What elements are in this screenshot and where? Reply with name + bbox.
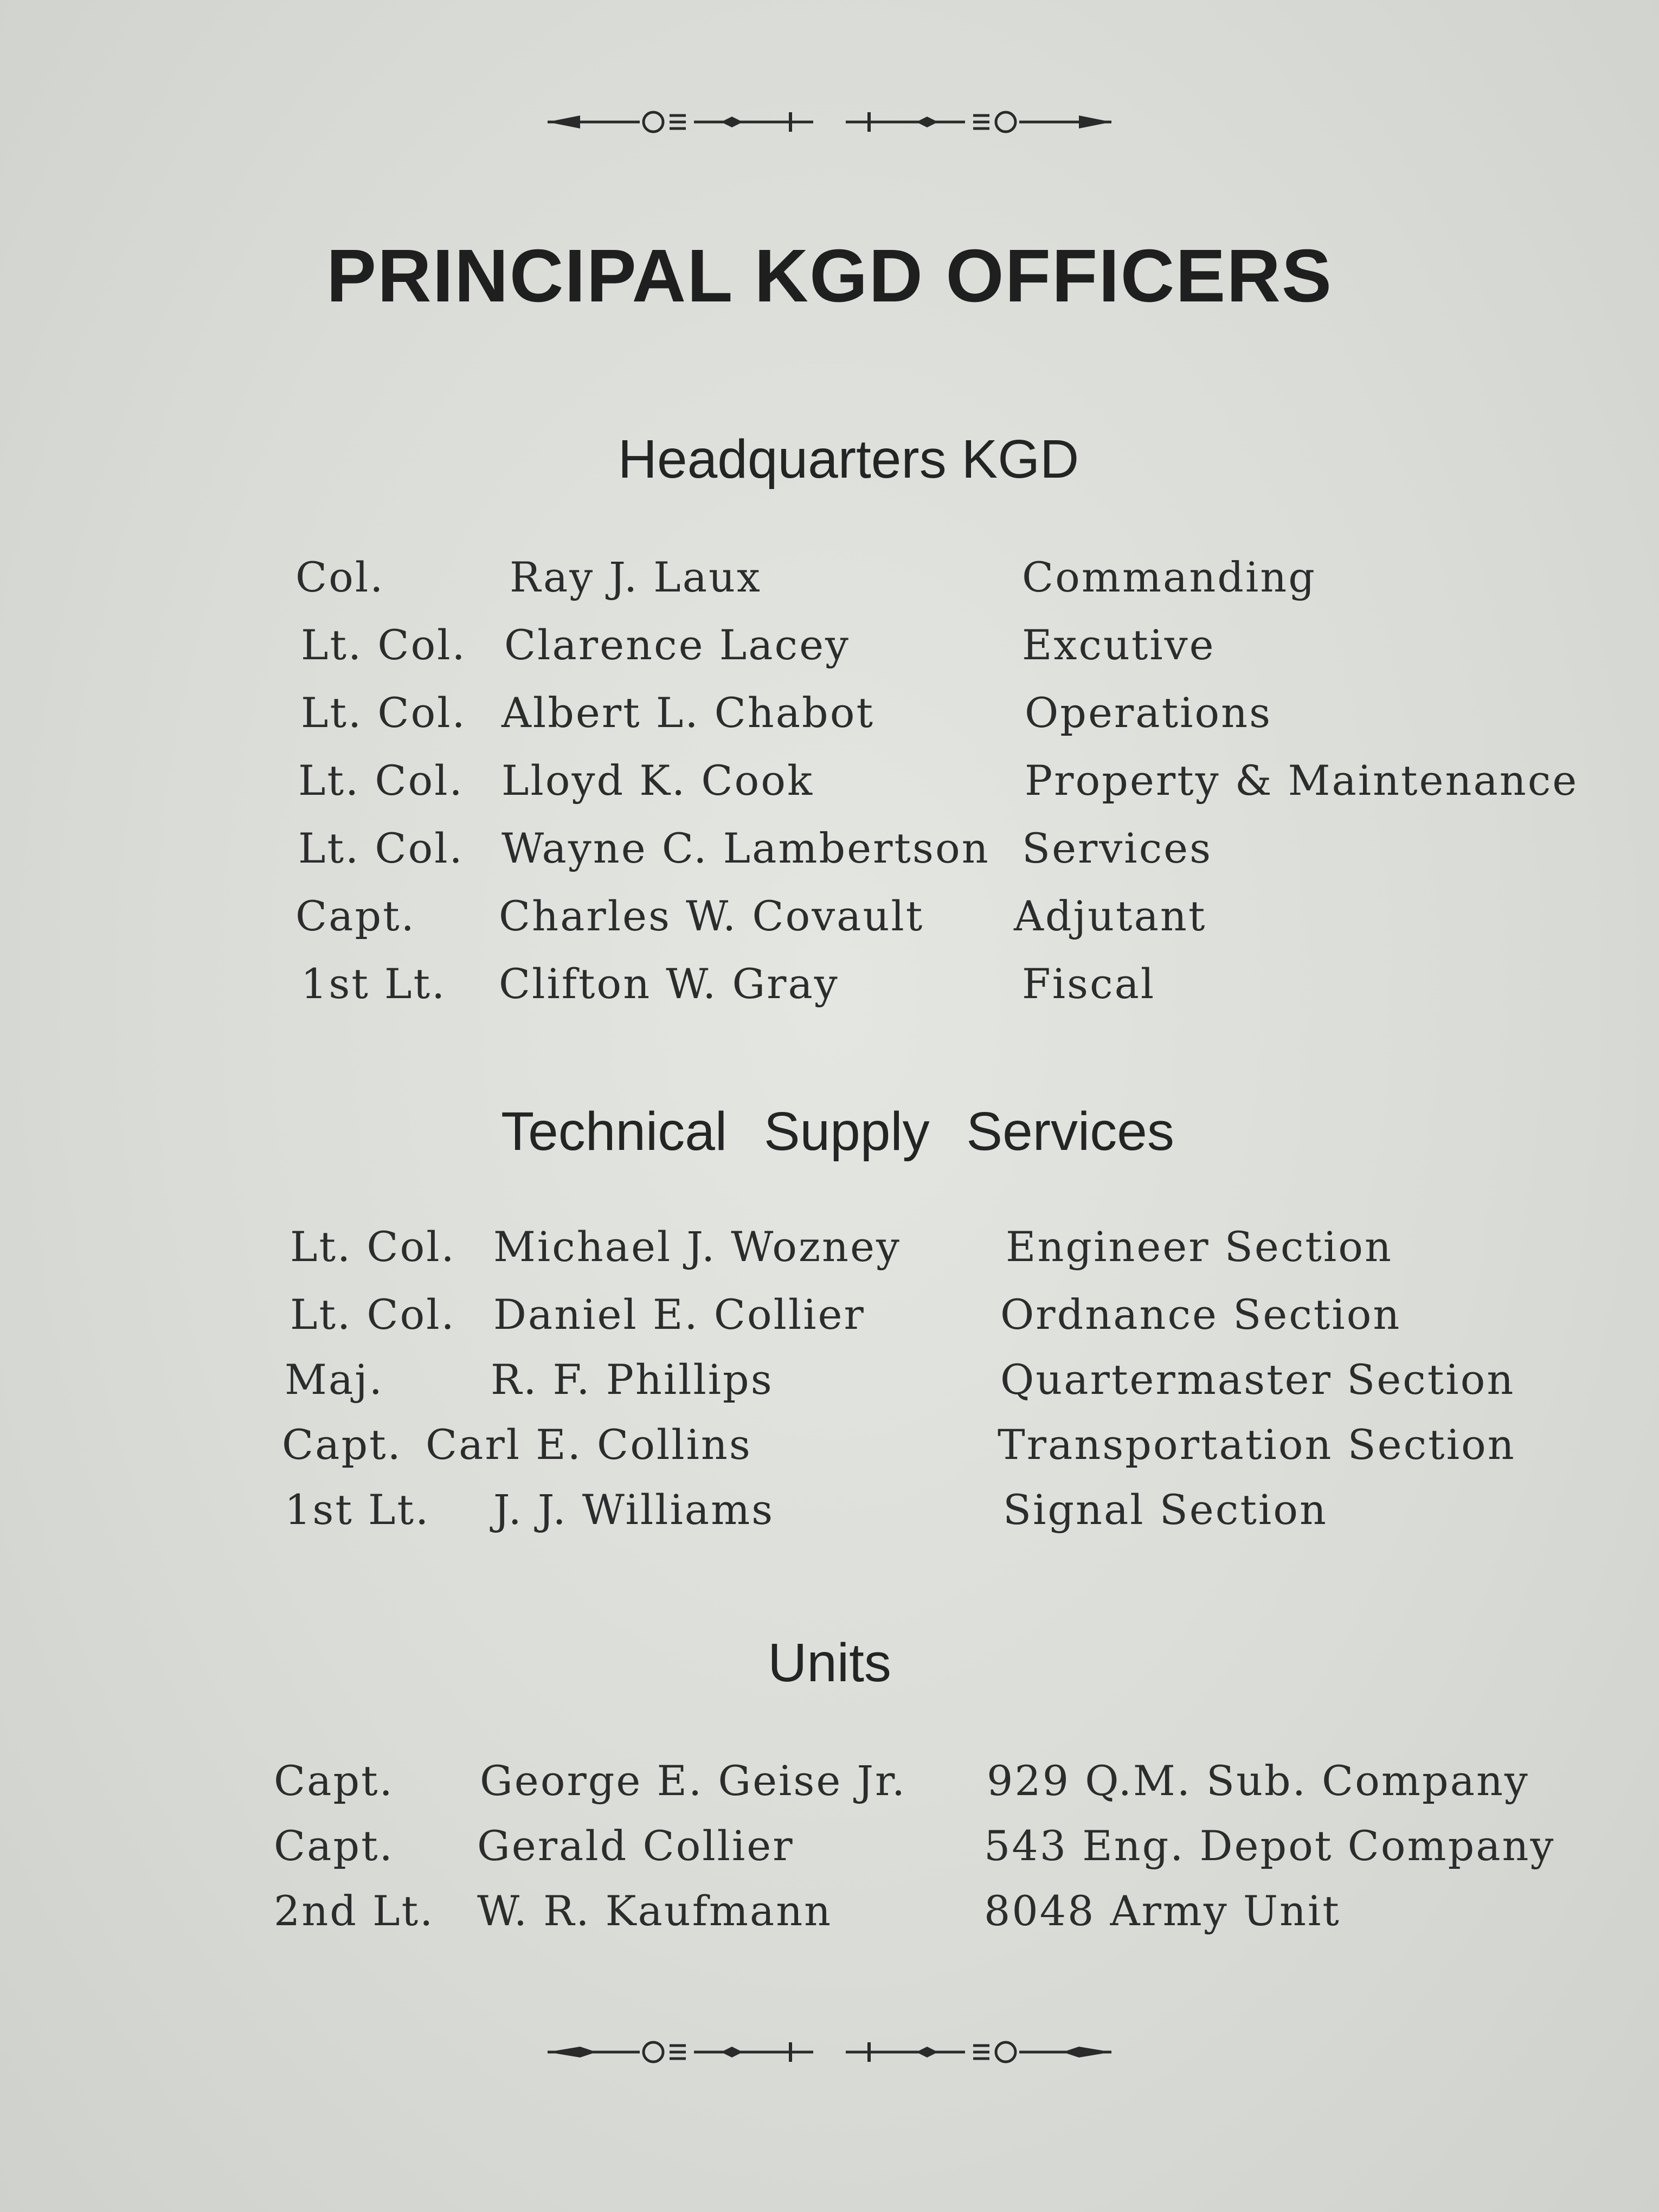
officer-name: Clifton W. Gray — [499, 960, 839, 1008]
officer-name: Daniel E. Collier — [493, 1290, 865, 1339]
officer-name: J. J. Williams — [493, 1486, 775, 1534]
officer-assignment: 929 Q.M. Sub. Company — [987, 1757, 1529, 1805]
officer-assignment: Fiscal — [1022, 960, 1156, 1008]
officer-assignment: Engineer Section — [1006, 1223, 1393, 1271]
officer-rank: Lt. Col. — [301, 621, 467, 669]
officer-rank: Lt. Col. — [298, 824, 464, 872]
officer-name: Ray J. Laux — [510, 553, 762, 601]
section-heading-headquarters: Headquarters KGD — [618, 429, 1079, 490]
officer-rank: Capt. — [274, 1757, 394, 1805]
section-heading-units: Units — [768, 1632, 891, 1693]
officer-rank: Capt. — [295, 892, 416, 940]
officer-assignment: Operations — [1025, 689, 1272, 737]
officer-rank: 2nd Lt. — [274, 1887, 435, 1935]
officer-rank: 1st Lt. — [285, 1486, 430, 1534]
officer-name: W. R. Kaufmann — [477, 1887, 833, 1935]
officer-assignment: Services — [1022, 824, 1213, 872]
officer-assignment: Commanding — [1022, 553, 1316, 601]
officer-rank: Lt. Col. — [290, 1223, 456, 1271]
officer-assignment: Signal Section — [1003, 1486, 1328, 1534]
page-title: PRINCIPAL KGD OFFICERS — [326, 234, 1333, 318]
officer-rank: Lt. Col. — [290, 1290, 456, 1339]
officer-rank: Maj. — [285, 1355, 384, 1404]
officer-rank: Capt. — [274, 1822, 394, 1870]
officer-name: Michael J. Wozney — [493, 1223, 901, 1271]
officer-name: Carl E. Collins — [426, 1420, 752, 1469]
officer-assignment: Adjutant — [1014, 892, 1207, 940]
officer-rank: 1st Lt. — [301, 960, 447, 1008]
officer-name: George E. Geise Jr. — [480, 1757, 907, 1805]
officer-rank: Lt. Col. — [298, 756, 464, 805]
top-ornament — [542, 100, 1117, 144]
officer-name: Albert L. Chabot — [501, 689, 874, 737]
officer-assignment: Excutive — [1022, 621, 1216, 669]
officer-name: Gerald Collier — [477, 1822, 794, 1870]
officer-assignment: Quartermaster Section — [1000, 1355, 1515, 1404]
officer-name: Wayne C. Lambertson — [501, 824, 990, 872]
officer-assignment: 543 Eng. Depot Company — [984, 1822, 1555, 1870]
officer-assignment: 8048 Army Unit — [984, 1887, 1341, 1935]
officer-assignment: Property & Maintenance — [1025, 756, 1579, 805]
officer-assignment: Ordnance Section — [1000, 1290, 1401, 1339]
bottom-ornament — [542, 2030, 1117, 2074]
officer-rank: Lt. Col. — [301, 689, 467, 737]
officer-name: Lloyd K. Cook — [501, 756, 814, 805]
officer-rank: Col. — [295, 553, 385, 601]
officer-name: Clarence Lacey — [504, 621, 850, 669]
officer-assignment: Transportation Section — [998, 1420, 1516, 1469]
officer-name: R. F. Phillips — [491, 1355, 774, 1404]
officer-rank: Capt. — [282, 1420, 402, 1469]
officer-name: Charles W. Covault — [499, 892, 924, 940]
section-heading-technical-supply: Technical Supply Services — [501, 1101, 1174, 1162]
